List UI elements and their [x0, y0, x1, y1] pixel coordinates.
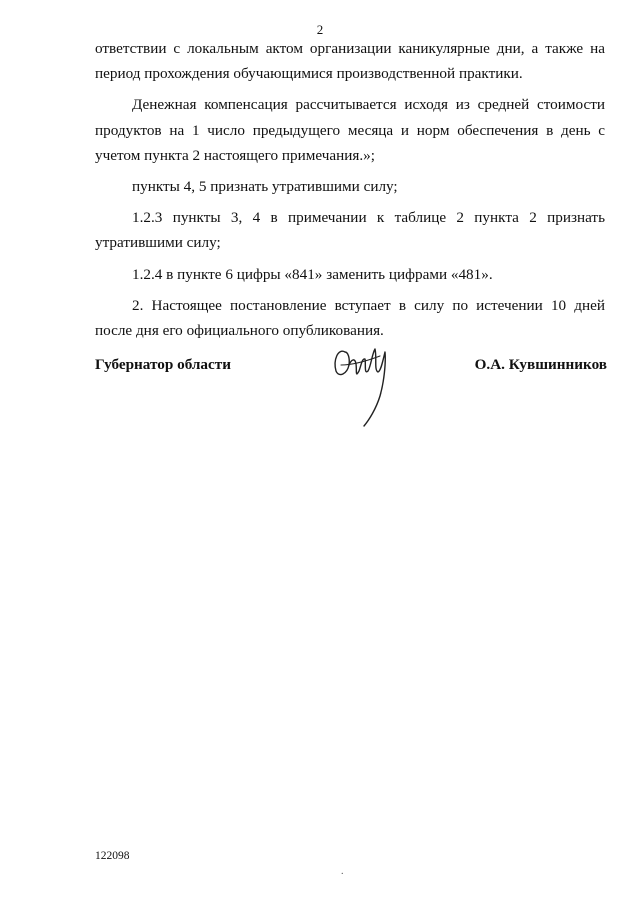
- footer-mark: .: [341, 866, 344, 877]
- paragraph-items-4-5: пункты 4, 5 признать утратившими силу;: [132, 178, 398, 196]
- page-number: 2: [316, 22, 324, 37]
- paragraph-compensation: Денежная компенсация рассчитывается исходя из средней стоимости продуктов на 1 число предыдущего месяца и норм обеспечения в день с учетом пункта 2 настоящего примечания.»;: [95, 96, 605, 164]
- signer-position: Губернатор области: [95, 356, 231, 373]
- document-code: 122098: [95, 850, 130, 862]
- paragraph-1-2-3: 1.2.3 пункты 3, 4 в примечании к таблице 2 пункта 2 признать утратившими силу;: [95, 209, 605, 252]
- paragraph-continuation: ответствии с локальным актом организации каникулярные дни, а также на период прохождения обучающимися производственной практики.: [95, 40, 605, 83]
- paragraph-effective-date: 2. Настоящее постановление вступает в силу по истечении 10 дней после дня его официального опубликования.: [95, 296, 605, 340]
- signer-name: О.А. Кувшинников: [474, 356, 607, 373]
- handwritten-signature: [328, 338, 400, 430]
- paragraph-1-2-4: 1.2.4 в пункте 6 цифры «841» заменить цифрами «481».: [132, 265, 493, 283]
- document-body: [95, 36, 605, 349]
